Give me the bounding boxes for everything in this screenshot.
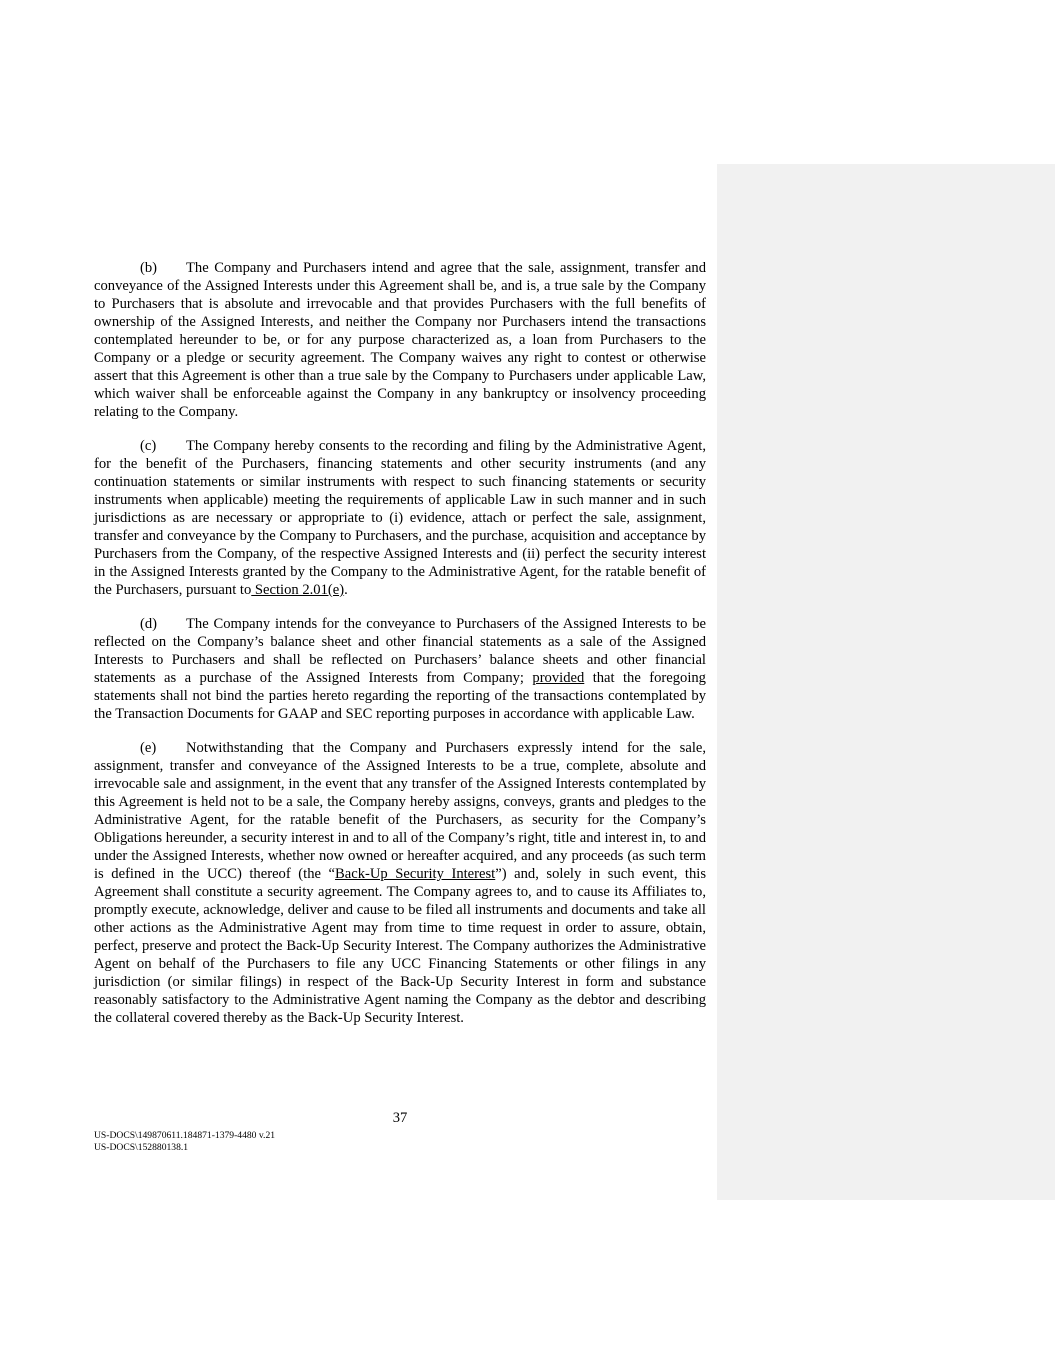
paragraph-label: (c) <box>140 438 157 454</box>
document-id: US-DOCS\152880138.1 <box>94 1142 189 1153</box>
paragraph-text: ”) and, solely in such event, this Agreement shall constitute a security agreement. The Company agrees to, and to cause its Affiliates to, promptly execute, acknowledge, deliver and cause to be filed all instruments and documents and take all other actions as the Administrative Agent may from time to time request in order to assure, obtain, perfect, preserve and protect the Back-Up Security Interest. The Company authorizes the Administrative Agent on behalf of the Purchasers to file any UCC Financing Statements or other filings in any jurisdiction (or similar filings) in respect of the Back-Up Security Interest in form and substance reasonably satisfactory to the Administrative Agent naming the Company as the debtor and describing the collateral covered thereby as the Back-Up Security Interest. <box>94 866 706 1026</box>
document-id: US-DOCS\149870611.184871-1379-4480 v.21 <box>94 1130 276 1141</box>
paragraph-b <box>94 259 706 421</box>
paragraph-label: (e) <box>140 740 157 756</box>
paragraph-label: (d) <box>140 616 158 632</box>
paragraph-text: The Company intends for the conveyance to Purchasers of the Assigned Interests to be reflected on the Company’s balance sheet and other financial statements as a sale of the Assigned Interests to Purchasers and shall be reflected on Purchasers’ balance sheets and other financial statements as a purchase of the Assigned Interests from Company; <box>94 616 706 686</box>
defined-term: Back-Up Security Interest <box>335 866 496 882</box>
paragraph-text: that the foregoing statements shall not bind the parties hereto regarding the reporting of the transactions contemplated by the Transaction Documents for GAAP and SEC reporting purposes in accordance with applicable Law. <box>94 670 706 722</box>
paragraph-text: . <box>344 582 348 598</box>
paragraph-text: Notwithstanding that the Company and Purchasers expressly intend for the sale, assignment, transfer and conveyance of the Assigned Interests to be a true, complete, absolute and irrevocable sale and assignment, in the event that any transfer of the Assigned Interests contemplated by this Agreement is held not to be a sale, the Company hereby assigns, conveys, grants and pledges to the Administrative Agent, for the ratable benefit of the Purchasers, as security for the Company’s Obligations hereunder, a security interest in and to all of the Company’s right, title and interest in, to and under the Assigned Interests, whether now owned or hereafter acquired, and any proceeds (as such term is defined in the UCC) thereof (the “ <box>94 740 706 882</box>
paragraph-label: (b) <box>140 260 158 276</box>
underlined-term: provided <box>532 670 585 686</box>
section-reference-link[interactable]: Section 2.01(e) <box>251 582 345 598</box>
comment-pane <box>717 164 1055 1200</box>
paragraph-d <box>94 615 706 723</box>
document-body <box>94 259 706 1043</box>
page-number: 37 <box>392 1110 408 1126</box>
paragraph-c <box>94 437 706 599</box>
paragraph-text: The Company hereby consents to the recording and filing by the Administrative Agent, for the benefit of the Purchasers, financing statements and other security instruments (and any continuation statements or similar instruments with respect to such financing statements or security instruments when applicable) meeting the requirements of applicable Law in such manner and in such jurisdictions as are necessary or appropriate to (i) evidence, attach or perfect the sale, assignment, transfer and conveyance by the Company to Purchasers, and the purchase, acquisition and acceptance by Purchasers from the Company, of the respective Assigned Interests and (ii) perfect the security interest in the Assigned Interests granted by the Company to the Administrative Agent, for the ratable benefit of the Purchasers, pursuant to <box>94 438 706 598</box>
paragraph-e <box>94 739 706 1027</box>
paragraph-text: The Company and Purchasers intend and agree that the sale, assignment, transfer and conveyance of the Assigned Interests under this Agreement shall be, and is, a true sale by the Company to Purchasers that is absolute and irrevocable and that provides Purchasers with the full benefits of ownership of the Assigned Interests, and neither the Company nor Purchasers intend the transactions contemplated hereunder to be, or for any purpose characterized as, a loan from Purchasers to the Company or a pledge or security agreement. The Company waives any right to contest or otherwise assert that this Agreement is other than a true sale by the Company to Purchasers under applicable Law, which waiver shall be enforceable against the Company in any bankruptcy or insolvency proceeding relating to the Company. <box>94 260 706 420</box>
